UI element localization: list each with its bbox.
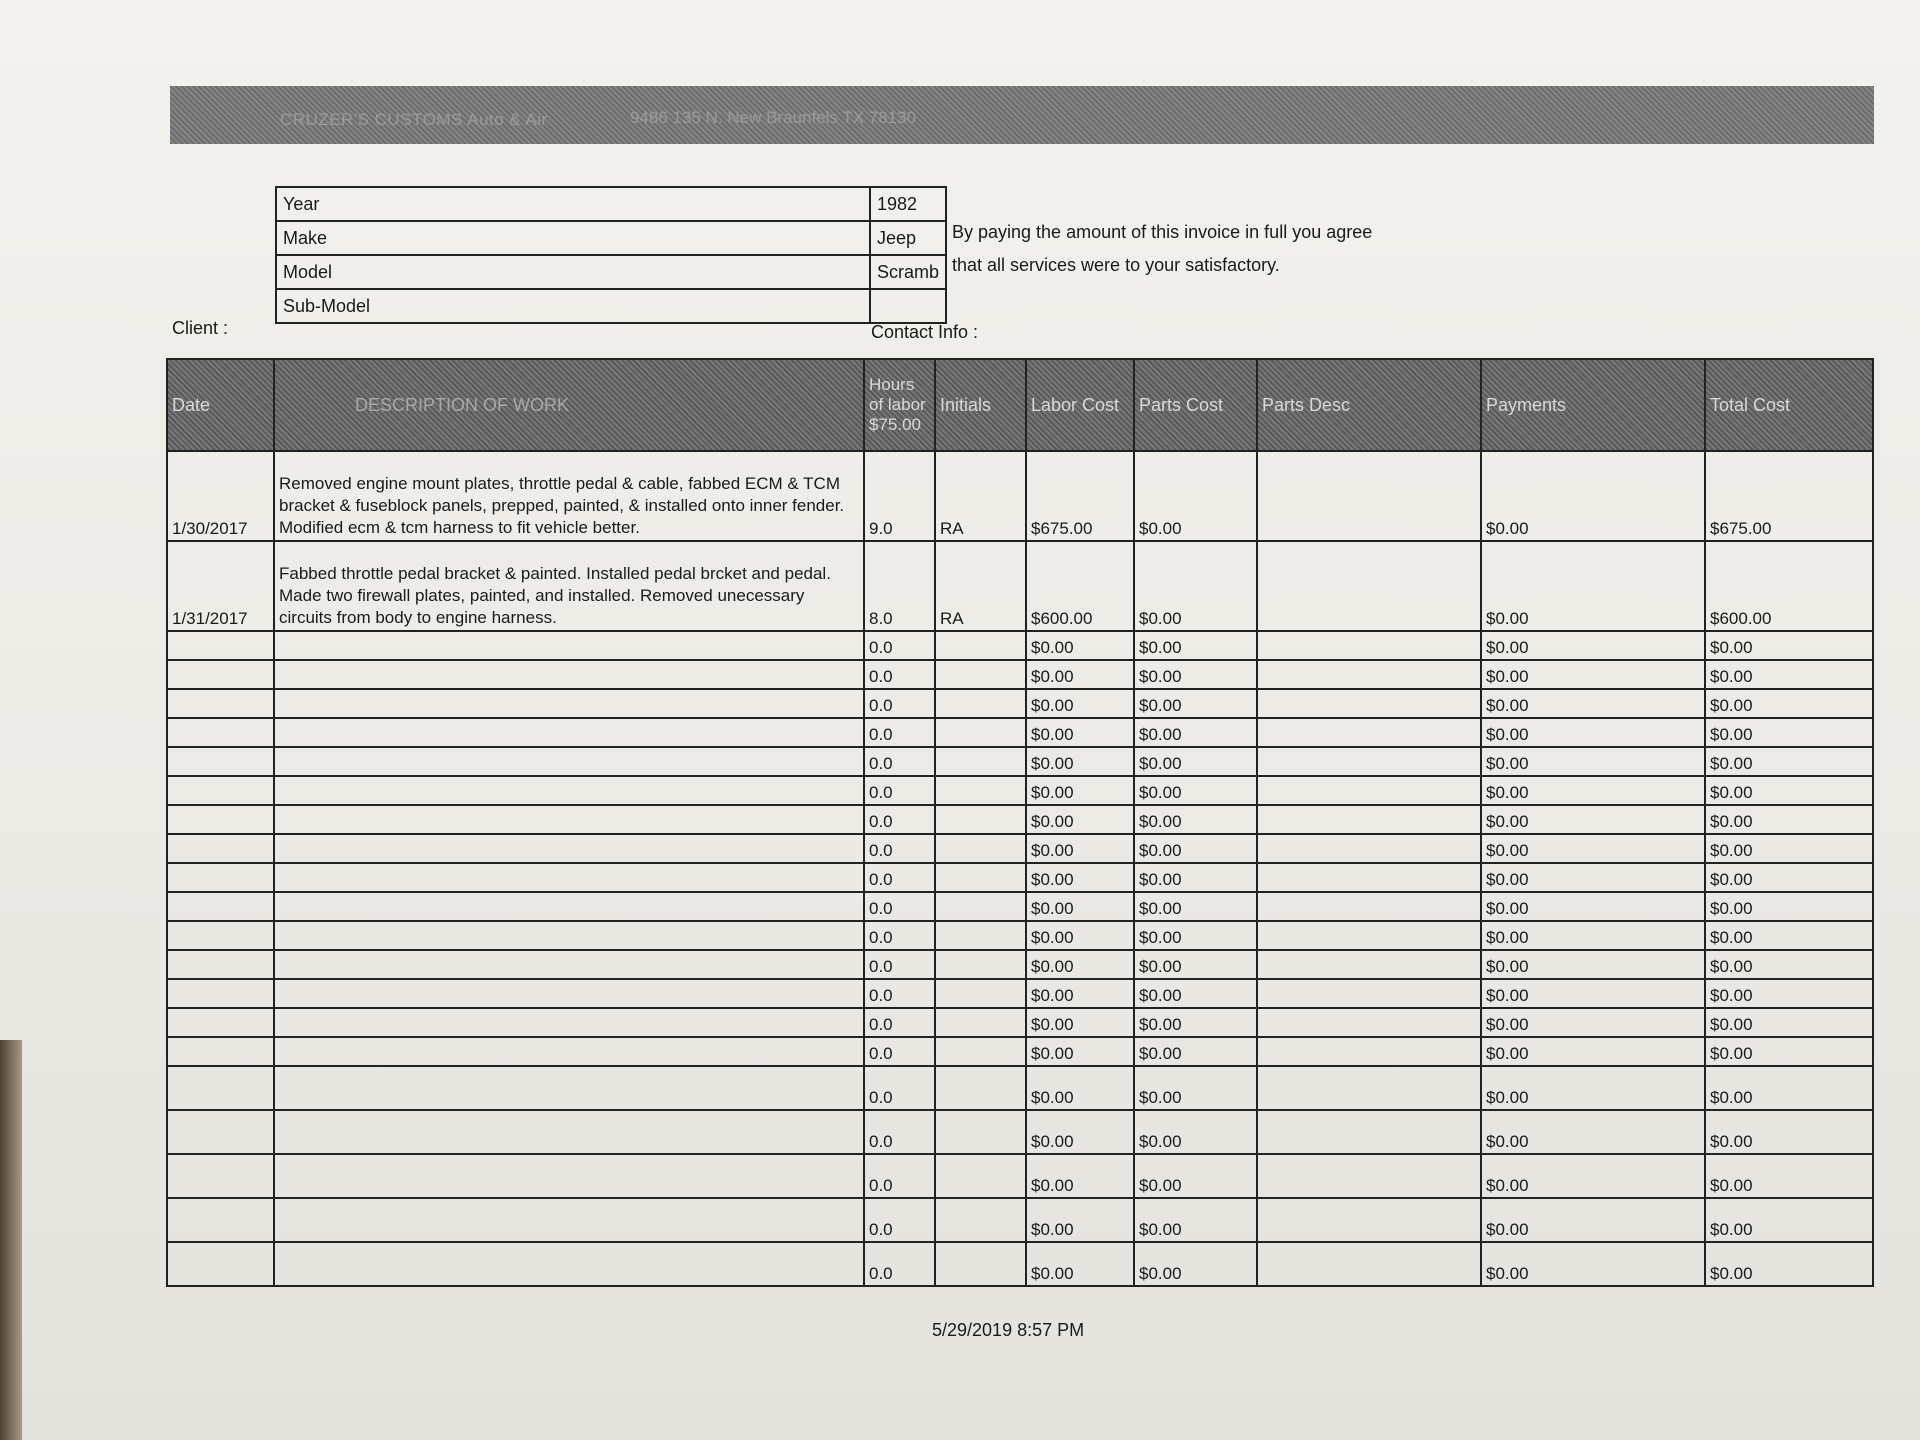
row-parts-cost: $0.00 — [1134, 689, 1257, 718]
row-parts-cost: $0.00 — [1134, 1008, 1257, 1037]
row-total-cost: $0.00 — [1705, 1242, 1873, 1286]
table-row — [167, 805, 1873, 834]
row-hours: 0.0 — [864, 950, 935, 979]
row-labor-cost: $0.00 — [1026, 631, 1134, 660]
row-labor-cost: $0.00 — [1026, 689, 1134, 718]
row-initials — [935, 718, 1026, 747]
row-parts-cost: $0.00 — [1134, 979, 1257, 1008]
row-parts-desc — [1257, 660, 1481, 689]
row-date: 1/31/2017 — [167, 541, 274, 631]
row-description — [274, 718, 864, 747]
row-date — [167, 834, 274, 863]
row-hours: 0.0 — [864, 1242, 935, 1286]
row-initials — [935, 776, 1026, 805]
row-payments: $0.00 — [1481, 1242, 1705, 1286]
row-parts-cost: $0.00 — [1134, 718, 1257, 747]
row-date — [167, 863, 274, 892]
row-initials — [935, 1198, 1026, 1242]
row-parts-cost: $0.00 — [1134, 1037, 1257, 1066]
row-parts-desc — [1257, 1110, 1481, 1154]
col-hours-line1: Hours — [869, 375, 915, 394]
row-description — [274, 921, 864, 950]
row-parts-cost: $0.00 — [1134, 541, 1257, 631]
row-parts-desc — [1257, 718, 1481, 747]
table-row — [167, 1198, 1873, 1242]
agreement-line-1: By paying the amount of this invoice in full you agree — [952, 222, 1373, 242]
row-date — [167, 979, 274, 1008]
row-description — [274, 979, 864, 1008]
row-description — [274, 1198, 864, 1242]
row-payments: $0.00 — [1481, 660, 1705, 689]
row-initials — [935, 747, 1026, 776]
row-parts-desc — [1257, 1008, 1481, 1037]
row-labor-cost: $0.00 — [1026, 805, 1134, 834]
row-description — [274, 1008, 864, 1037]
row-total-cost: $0.00 — [1705, 776, 1873, 805]
table-row — [167, 660, 1873, 689]
row-date — [167, 631, 274, 660]
vehicle-row — [276, 289, 946, 323]
row-parts-cost: $0.00 — [1134, 631, 1257, 660]
table-row — [167, 1110, 1873, 1154]
shop-header — [170, 86, 1874, 144]
row-date — [167, 1110, 274, 1154]
row-initials — [935, 1066, 1026, 1110]
row-hours: 0.0 — [864, 805, 935, 834]
row-parts-desc — [1257, 689, 1481, 718]
table-row — [167, 979, 1873, 1008]
row-initials — [935, 892, 1026, 921]
table-row — [167, 747, 1873, 776]
row-initials — [935, 689, 1026, 718]
row-parts-cost: $0.00 — [1134, 950, 1257, 979]
table-row — [167, 834, 1873, 863]
table-row — [167, 541, 1873, 631]
col-hours-line2: of labor — [869, 395, 926, 414]
row-payments: $0.00 — [1481, 747, 1705, 776]
row-labor-cost: $0.00 — [1026, 1154, 1134, 1198]
row-labor-cost: $675.00 — [1026, 451, 1134, 541]
row-total-cost: $675.00 — [1705, 451, 1873, 541]
row-parts-cost: $0.00 — [1134, 805, 1257, 834]
row-parts-desc — [1257, 834, 1481, 863]
vehicle-field-label: Year — [276, 187, 870, 221]
row-hours: 0.0 — [864, 1110, 935, 1154]
print-timestamp: 5/29/2019 8:57 PM — [932, 1320, 1085, 1340]
row-labor-cost: $0.00 — [1026, 776, 1134, 805]
row-labor-cost: $0.00 — [1026, 921, 1134, 950]
row-date — [167, 1037, 274, 1066]
row-hours: 0.0 — [864, 1008, 935, 1037]
row-date — [167, 718, 274, 747]
row-initials — [935, 1242, 1026, 1286]
row-payments: $0.00 — [1481, 1198, 1705, 1242]
row-payments: $0.00 — [1481, 718, 1705, 747]
row-hours: 8.0 — [864, 541, 935, 631]
row-parts-cost: $0.00 — [1134, 1110, 1257, 1154]
row-date — [167, 950, 274, 979]
contact-info-label: Contact Info : — [871, 322, 979, 342]
row-payments: $0.00 — [1481, 1037, 1705, 1066]
row-total-cost: $0.00 — [1705, 863, 1873, 892]
row-parts-cost: $0.00 — [1134, 1154, 1257, 1198]
row-payments: $0.00 — [1481, 892, 1705, 921]
table-row — [167, 1037, 1873, 1066]
row-labor-cost: $0.00 — [1026, 1242, 1134, 1286]
row-hours: 0.0 — [864, 1198, 935, 1242]
col-date: Date — [167, 359, 274, 451]
row-description — [274, 1066, 864, 1110]
row-total-cost: $0.00 — [1705, 1110, 1873, 1154]
row-labor-cost: $0.00 — [1026, 950, 1134, 979]
row-parts-desc — [1257, 1066, 1481, 1110]
row-hours: 0.0 — [864, 834, 935, 863]
row-hours: 0.0 — [864, 1066, 935, 1110]
row-hours: 0.0 — [864, 776, 935, 805]
vehicle-field-value: Jeep — [870, 221, 946, 255]
row-total-cost: $0.00 — [1705, 979, 1873, 1008]
row-total-cost: $0.00 — [1705, 921, 1873, 950]
row-payments: $0.00 — [1481, 689, 1705, 718]
row-parts-desc — [1257, 1154, 1481, 1198]
row-date — [167, 747, 274, 776]
row-hours: 9.0 — [864, 451, 935, 541]
row-description — [274, 863, 864, 892]
row-parts-desc — [1257, 747, 1481, 776]
row-date — [167, 1198, 274, 1242]
row-labor-cost: $0.00 — [1026, 718, 1134, 747]
row-date — [167, 689, 274, 718]
vehicle-field-value: Scramb — [870, 255, 946, 289]
row-parts-cost: $0.00 — [1134, 921, 1257, 950]
table-row — [167, 631, 1873, 660]
row-description — [274, 892, 864, 921]
col-parts-cost: Parts Cost — [1134, 359, 1257, 451]
row-hours: 0.0 — [864, 1037, 935, 1066]
table-row — [167, 1242, 1873, 1286]
row-hours: 0.0 — [864, 892, 935, 921]
row-parts-desc — [1257, 979, 1481, 1008]
row-labor-cost: $0.00 — [1026, 834, 1134, 863]
row-date — [167, 921, 274, 950]
row-total-cost: $0.00 — [1705, 892, 1873, 921]
row-initials — [935, 660, 1026, 689]
row-labor-cost: $0.00 — [1026, 979, 1134, 1008]
row-parts-cost: $0.00 — [1134, 892, 1257, 921]
row-hours: 0.0 — [864, 979, 935, 1008]
row-date — [167, 1242, 274, 1286]
row-date — [167, 1154, 274, 1198]
col-hours — [864, 359, 935, 451]
row-initials — [935, 1008, 1026, 1037]
row-description: Removed engine mount plates, throttle pedal & cable, fabbed ECM & TCM bracket & fuseblock panels, prepped, painted, & installed onto inner fender. Modified ecm & tcm harness to fit vehicle better. — [274, 451, 864, 541]
row-total-cost: $0.00 — [1705, 1037, 1873, 1066]
agreement-line-2: that all services were to your satisfactory. — [952, 255, 1280, 275]
row-total-cost: $600.00 — [1705, 541, 1873, 631]
row-payments: $0.00 — [1481, 776, 1705, 805]
row-description — [274, 1110, 864, 1154]
row-hours: 0.0 — [864, 631, 935, 660]
row-payments: $0.00 — [1481, 451, 1705, 541]
row-total-cost: $0.00 — [1705, 660, 1873, 689]
row-hours: 0.0 — [864, 863, 935, 892]
vehicle-field-label: Make — [276, 221, 870, 255]
row-total-cost: $0.00 — [1705, 805, 1873, 834]
table-row — [167, 892, 1873, 921]
row-parts-desc — [1257, 541, 1481, 631]
row-hours: 0.0 — [864, 747, 935, 776]
row-payments: $0.00 — [1481, 1110, 1705, 1154]
row-parts-cost: $0.00 — [1134, 1066, 1257, 1110]
col-parts-desc: Parts Desc — [1257, 359, 1481, 451]
row-total-cost: $0.00 — [1705, 1198, 1873, 1242]
row-labor-cost: $0.00 — [1026, 1008, 1134, 1037]
row-parts-cost: $0.00 — [1134, 776, 1257, 805]
vehicle-row — [276, 221, 946, 255]
row-labor-cost: $0.00 — [1026, 1066, 1134, 1110]
col-hours-line3: $75.00 — [869, 415, 921, 434]
table-row — [167, 1008, 1873, 1037]
row-total-cost: $0.00 — [1705, 950, 1873, 979]
row-initials — [935, 631, 1026, 660]
row-payments: $0.00 — [1481, 1154, 1705, 1198]
row-payments: $0.00 — [1481, 541, 1705, 631]
row-parts-cost: $0.00 — [1134, 660, 1257, 689]
client-label: Client : — [172, 318, 229, 338]
row-hours: 0.0 — [864, 689, 935, 718]
table-row — [167, 689, 1873, 718]
row-total-cost: $0.00 — [1705, 718, 1873, 747]
row-payments: $0.00 — [1481, 979, 1705, 1008]
shop-name: CRUZER'S CUSTOMS Auto & Air — [280, 110, 548, 129]
row-parts-desc — [1257, 921, 1481, 950]
row-description — [274, 950, 864, 979]
table-row — [167, 863, 1873, 892]
row-description — [274, 776, 864, 805]
row-hours: 0.0 — [864, 921, 935, 950]
row-total-cost: $0.00 — [1705, 631, 1873, 660]
row-initials — [935, 805, 1026, 834]
col-payments: Payments — [1481, 359, 1705, 451]
col-total-cost: Total Cost — [1705, 359, 1873, 451]
row-parts-desc — [1257, 863, 1481, 892]
row-payments: $0.00 — [1481, 631, 1705, 660]
row-description — [274, 1037, 864, 1066]
row-description — [274, 805, 864, 834]
row-parts-cost: $0.00 — [1134, 451, 1257, 541]
row-initials — [935, 1110, 1026, 1154]
vehicle-field-label: Sub-Model — [276, 289, 870, 323]
work-table-header — [167, 359, 1873, 451]
row-initials — [935, 921, 1026, 950]
row-labor-cost: $0.00 — [1026, 1037, 1134, 1066]
row-date — [167, 892, 274, 921]
row-total-cost: $0.00 — [1705, 1008, 1873, 1037]
row-total-cost: $0.00 — [1705, 834, 1873, 863]
row-hours: 0.0 — [864, 1154, 935, 1198]
row-parts-desc — [1257, 950, 1481, 979]
col-description-label: DESCRIPTION OF WORK — [355, 394, 570, 415]
col-description — [274, 359, 864, 451]
row-description: Fabbed throttle pedal bracket & painted. Installed pedal brcket and pedal. Made two firewall plates, painted, and installed. Removed unecessary circuits from body to engine harness. — [274, 541, 864, 631]
row-total-cost: $0.00 — [1705, 1066, 1873, 1110]
row-labor-cost: $0.00 — [1026, 660, 1134, 689]
row-date — [167, 660, 274, 689]
row-parts-desc — [1257, 631, 1481, 660]
row-initials: RA — [935, 451, 1026, 541]
row-parts-cost: $0.00 — [1134, 834, 1257, 863]
row-hours: 0.0 — [864, 718, 935, 747]
row-date — [167, 1008, 274, 1037]
row-total-cost: $0.00 — [1705, 747, 1873, 776]
row-hours: 0.0 — [864, 660, 935, 689]
row-labor-cost: $0.00 — [1026, 863, 1134, 892]
row-payments: $0.00 — [1481, 805, 1705, 834]
row-payments: $0.00 — [1481, 1066, 1705, 1110]
row-date — [167, 776, 274, 805]
page-shadow — [0, 1040, 22, 1440]
row-initials — [935, 979, 1026, 1008]
row-parts-cost: $0.00 — [1134, 1198, 1257, 1242]
table-row — [167, 1154, 1873, 1198]
row-labor-cost: $0.00 — [1026, 1110, 1134, 1154]
row-parts-desc — [1257, 805, 1481, 834]
table-row — [167, 451, 1873, 541]
vehicle-row — [276, 255, 946, 289]
row-total-cost: $0.00 — [1705, 689, 1873, 718]
work-table — [166, 358, 1874, 1287]
row-parts-cost: $0.00 — [1134, 863, 1257, 892]
row-description — [274, 1154, 864, 1198]
row-description — [274, 747, 864, 776]
row-parts-desc — [1257, 1198, 1481, 1242]
shop-address: 9486 135 N. New Braunfels TX 78130 — [630, 108, 917, 127]
row-payments: $0.00 — [1481, 921, 1705, 950]
row-parts-desc — [1257, 1242, 1481, 1286]
row-description — [274, 1242, 864, 1286]
row-description — [274, 834, 864, 863]
col-labor-cost: Labor Cost — [1026, 359, 1134, 451]
row-total-cost: $0.00 — [1705, 1154, 1873, 1198]
row-payments: $0.00 — [1481, 950, 1705, 979]
vehicle-field-label: Model — [276, 255, 870, 289]
row-payments: $0.00 — [1481, 834, 1705, 863]
row-payments: $0.00 — [1481, 863, 1705, 892]
vehicle-info-table — [275, 186, 947, 324]
row-labor-cost: $0.00 — [1026, 747, 1134, 776]
table-row — [167, 921, 1873, 950]
row-initials — [935, 863, 1026, 892]
row-date — [167, 805, 274, 834]
vehicle-row — [276, 187, 946, 221]
row-parts-desc — [1257, 776, 1481, 805]
row-payments: $0.00 — [1481, 1008, 1705, 1037]
row-date — [167, 1066, 274, 1110]
row-initials — [935, 834, 1026, 863]
row-labor-cost: $0.00 — [1026, 1198, 1134, 1242]
row-labor-cost: $600.00 — [1026, 541, 1134, 631]
table-row — [167, 776, 1873, 805]
row-labor-cost: $0.00 — [1026, 892, 1134, 921]
row-date: 1/30/2017 — [167, 451, 274, 541]
row-parts-desc — [1257, 892, 1481, 921]
col-initials: Initials — [935, 359, 1026, 451]
table-row — [167, 718, 1873, 747]
row-parts-cost: $0.00 — [1134, 1242, 1257, 1286]
row-parts-desc — [1257, 1037, 1481, 1066]
row-description — [274, 689, 864, 718]
row-initials — [935, 1154, 1026, 1198]
row-initials — [935, 950, 1026, 979]
vehicle-field-value — [870, 289, 946, 323]
table-row — [167, 950, 1873, 979]
row-description — [274, 660, 864, 689]
row-parts-desc — [1257, 451, 1481, 541]
row-parts-cost: $0.00 — [1134, 747, 1257, 776]
row-description — [274, 631, 864, 660]
vehicle-field-value: 1982 — [870, 187, 946, 221]
table-row — [167, 1066, 1873, 1110]
row-initials: RA — [935, 541, 1026, 631]
row-initials — [935, 1037, 1026, 1066]
